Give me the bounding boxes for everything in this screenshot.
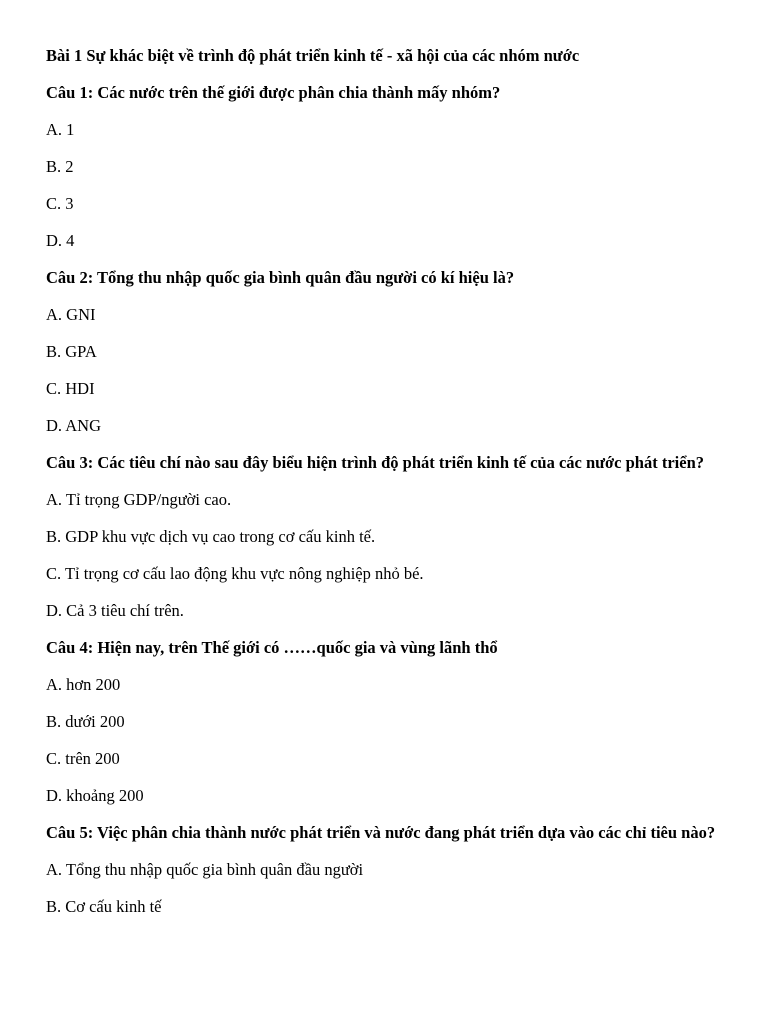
question-4 xyxy=(46,636,726,808)
answer-option: B. GDP khu vực dịch vụ cao trong cơ cấu kinh tế. xyxy=(46,527,376,546)
question-5 xyxy=(46,821,726,919)
answer-option: D. Cả 3 tiêu chí trên. xyxy=(46,601,184,620)
answer-option: C. trên 200 xyxy=(46,749,120,768)
answer-option: A. Tổng thu nhập quốc gia bình quân đầu người xyxy=(46,860,364,879)
answer-option: A. Tỉ trọng GDP/người cao. xyxy=(46,490,232,509)
answer-option: C. Tỉ trọng cơ cấu lao động khu vực nông nghiệp nhỏ bé. xyxy=(46,564,424,583)
question-3 xyxy=(46,451,726,623)
question-text: Câu 2: Tổng thu nhập quốc gia bình quân đầu người có kí hiệu là? xyxy=(46,268,515,287)
answer-option: A. GNI xyxy=(46,305,96,324)
answer-option: D. ANG xyxy=(46,416,102,435)
answer-option: D. khoảng 200 xyxy=(46,786,144,805)
question-text: Câu 4: Hiện nay, trên Thế giới có ……quốc gia và vùng lãnh thổ xyxy=(46,638,498,657)
answer-option: B. Cơ cấu kinh tế xyxy=(46,897,162,916)
question-text: Câu 1: Các nước trên thế giới được phân chia thành mấy nhóm? xyxy=(46,83,501,102)
answer-option: B. GPA xyxy=(46,342,97,361)
answer-option: C. HDI xyxy=(46,379,95,398)
answer-option: D. 4 xyxy=(46,231,75,250)
answer-option: C. 3 xyxy=(46,194,74,213)
document-title: Bài 1 Sự khác biệt về trình độ phát triển kinh tế - xã hội của các nhóm nước xyxy=(46,46,580,65)
question-text: Câu 3: Các tiêu chí nào sau đây biểu hiện trình độ phát triển kinh tế của các nước phát triển? xyxy=(46,453,705,472)
answer-option: B. 2 xyxy=(46,157,74,176)
question-1 xyxy=(46,81,726,253)
answer-option: A. 1 xyxy=(46,120,75,139)
answer-option: B. dưới 200 xyxy=(46,712,125,731)
question-text: Câu 5: Việc phân chia thành nước phát triển và nước đang phát triển dựa vào các chỉ tiêu nào? xyxy=(46,823,716,842)
question-2 xyxy=(46,266,726,438)
answer-option: A. hơn 200 xyxy=(46,675,121,694)
document-page xyxy=(46,44,726,932)
